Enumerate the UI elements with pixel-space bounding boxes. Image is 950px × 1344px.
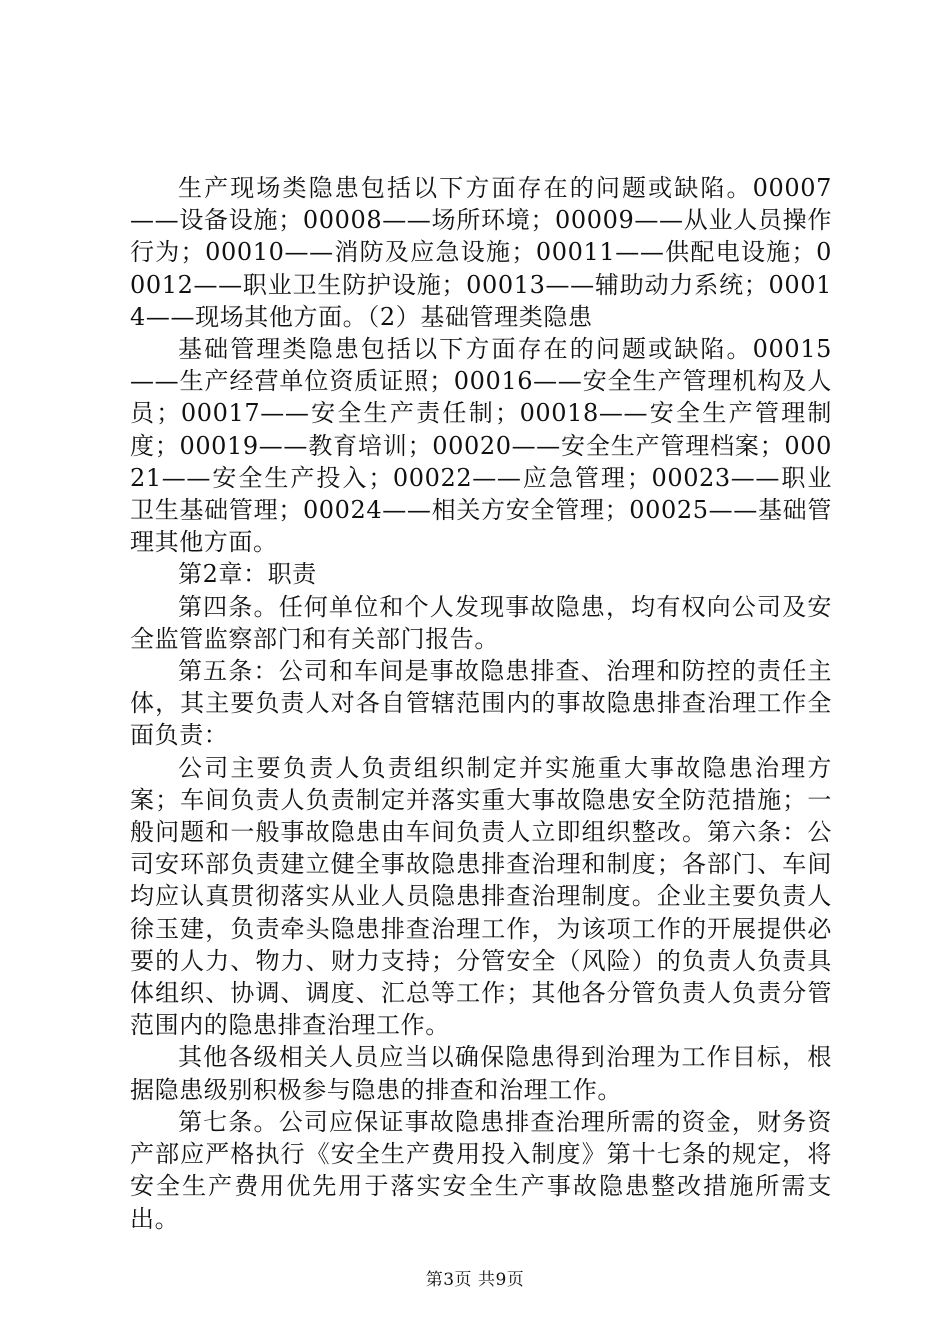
paragraph-responsibilities: 公司主要负责人负责组织制定并实施重大事故隐患治理方案；车间负责人负责制定并落实重大事故隐患安全防范措施；一般问题和一般事故隐患由车间负责人立即组织整改。第六条：公司安环部负责建立健全事故隐患排查治理和制度；各部门、车间均应认真贯彻落实从业人员隐患排查治理制度。企业主要负责人徐玉建，负责牵头隐患排查治理工作，为该项工作的开展提供必要的人力、物力、财力支持；分管安全（风险）的负责人负责具体组织、协调、调度、汇总等工作；其他各分管负责人负责分管范围内的隐患排查治理工作。: [130, 753, 832, 1040]
page-footer: 第3页 共9页: [425, 1270, 525, 1290]
paragraph-article-5: 第五条：公司和车间是事故隐患排查、治理和防控的责任主体，其主要负责人对各自管辖范围内的事故隐患排查治理工作全面负责：: [130, 657, 832, 750]
chapter-heading: 第2章：职责: [178, 560, 317, 589]
paragraph-basic-management-hazards: 基础管理类隐患包括以下方面存在的问题或缺陷。00015——生产经营单位资质证照；00016——安全生产管理机构及人员；00017——安全生产责任制；00018——安全生产管理制度；00019——教育培训；00020——安全生产管理档案；00021——安全生产投入；00022——应急管理；00023——职业卫生基础管理；00024——相关方安全管理；00025——基础管理其他方面。: [130, 335, 832, 557]
paragraph-production-site-hazards: 生产现场类隐患包括以下方面存在的问题或缺陷。00007——设备设施；00008——场所环境；00009——从业人员操作行为；00010——消防及应急设施；00011——供配电设施；00012——职业卫生防护设施；00013——辅助动力系统；00014——现场其他方面。（2）基础管理类隐患: [130, 174, 832, 331]
paragraph-article-7: 第七条。公司应保证事故隐患排查治理所需的资金，财务资产部应严格执行《安全生产费用投入制度》第十七条的规定，将安全生产费用优先用于落实安全生产事故隐患整改措施所需支出。: [130, 1107, 832, 1233]
paragraph-other-personnel: 其他各级相关人员应当以确保隐患得到治理为工作目标，根据隐患级别积极参与隐患的排查和治理工作。: [130, 1043, 832, 1104]
document-body: [130, 172, 832, 1235]
paragraph-article-4: 第四条。任何单位和个人发现事故隐患，均有权向公司及安全监管监察部门和有关部门报告。: [130, 592, 832, 653]
